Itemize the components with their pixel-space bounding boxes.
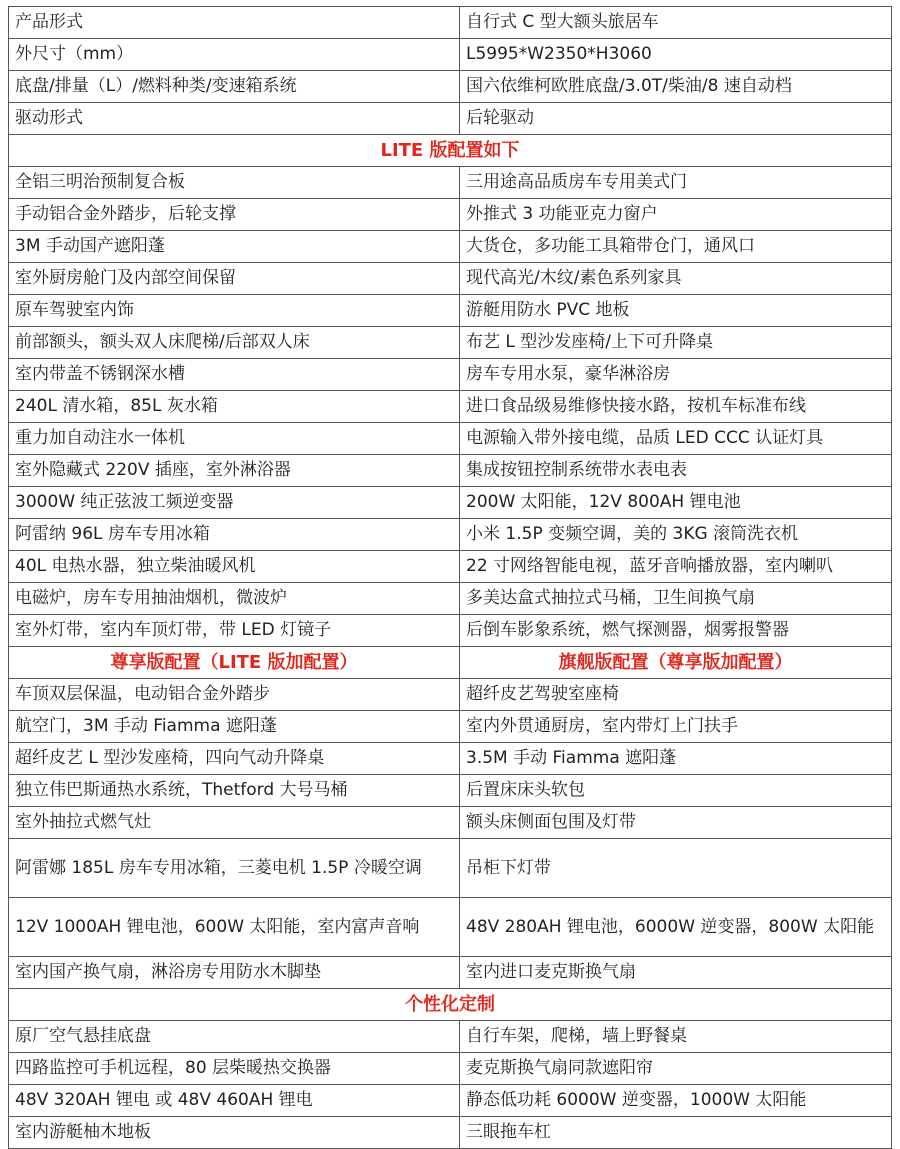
flagship-item: 吊柜下灯带	[460, 839, 892, 898]
spec-sheet	[8, 6, 892, 1149]
custom-item-left: 48V 320AH 锂电 或 48V 460AH 锂电	[9, 1085, 460, 1117]
table-row	[9, 615, 892, 647]
lite-item-left: 室内带盖不锈钢深水槽	[9, 359, 460, 391]
custom-item-right: 自行车架，爬梯，墙上野餐桌	[460, 1021, 892, 1053]
table-row	[9, 839, 892, 898]
premium-item: 室外抽拉式燃气灶	[9, 807, 460, 839]
lite-item-right: 外推式 3 功能亚克力窗户	[460, 199, 892, 231]
lite-item-left: 3M 手动国产遮阳蓬	[9, 231, 460, 263]
premium-item: 航空门，3M 手动 Fiamma 遮阳蓬	[9, 711, 460, 743]
table-row	[9, 1053, 892, 1085]
custom-item-left: 原厂空气悬挂底盘	[9, 1021, 460, 1053]
lite-item-left: 全铝三明治预制复合板	[9, 167, 460, 199]
lite-item-right: 小米 1.5P 变频空调，美的 3KG 滚筒洗衣机	[460, 519, 892, 551]
lite-item-left: 40L 电热水器，独立柴油暖风机	[9, 551, 460, 583]
lite-item-right: 电源输入带外接电缆，品质 LED CCC 认证灯具	[460, 423, 892, 455]
premium-item: 独立伟巴斯通热水系统，Thetford 大号马桶	[9, 775, 460, 807]
table-row	[9, 743, 892, 775]
table-row	[9, 327, 892, 359]
lite-item-right: 三用途高品质房车专用美式门	[460, 167, 892, 199]
table-row	[9, 1117, 892, 1149]
spec-value: L5995*W2350*H3060	[460, 39, 892, 71]
lite-section-title: LITE 版配置如下	[9, 135, 892, 167]
custom-item-right: 麦克斯换气扇同款遮阳帘	[460, 1053, 892, 1085]
spec-value: 自行式 C 型大额头旅居车	[460, 7, 892, 39]
lite-item-left: 3000W 纯正弦波工频逆变器	[9, 487, 460, 519]
table-row	[9, 551, 892, 583]
spec-label: 外尺寸（mm）	[9, 39, 460, 71]
lite-item-right: 集成按钮控制系统带水表电表	[460, 455, 892, 487]
table-row	[9, 487, 892, 519]
spec-value: 国六依维柯欧胜底盘/3.0T/柴油/8 速自动档	[460, 71, 892, 103]
flagship-item: 后置床床头软包	[460, 775, 892, 807]
table-row	[9, 391, 892, 423]
table-row	[9, 711, 892, 743]
premium-item: 车顶双层保温，电动铝合金外踏步	[9, 679, 460, 711]
lite-item-left: 电磁炉，房车专用抽油烟机，微波炉	[9, 583, 460, 615]
lite-item-left: 原车驾驶室内饰	[9, 295, 460, 327]
lite-item-left: 前部额头，额头双人床爬梯/后部双人床	[9, 327, 460, 359]
section-header-row	[9, 135, 892, 167]
lite-item-left: 室外隐藏式 220V 插座，室外淋浴器	[9, 455, 460, 487]
spec-label: 产品形式	[9, 7, 460, 39]
flagship-section-title: 旗舰版配置（尊享版加配置）	[460, 647, 892, 679]
lite-item-left: 室外灯带，室内车顶灯带，带 LED 灯镜子	[9, 615, 460, 647]
table-row	[9, 898, 892, 957]
custom-item-left: 室内游艇柚木地板	[9, 1117, 460, 1149]
table-row	[9, 71, 892, 103]
table-row	[9, 7, 892, 39]
lite-item-left: 重力加自动注水一体机	[9, 423, 460, 455]
table-row	[9, 231, 892, 263]
lite-item-right: 布艺 L 型沙发座椅/上下可升降桌	[460, 327, 892, 359]
table-row	[9, 199, 892, 231]
table-row	[9, 1085, 892, 1117]
premium-item: 阿雷娜 185L 房车专用冰箱，三菱电机 1.5P 冷暖空调	[9, 839, 460, 898]
table-row	[9, 423, 892, 455]
table-row	[9, 1021, 892, 1053]
premium-item: 室内国产换气扇，淋浴房专用防水木脚垫	[9, 957, 460, 989]
lite-item-right: 多美达盒式抽拉式马桶，卫生间换气扇	[460, 583, 892, 615]
custom-section-title: 个性化定制	[9, 989, 892, 1021]
flagship-item: 室内外贯通厨房，室内带灯上门扶手	[460, 711, 892, 743]
premium-item: 超纤皮艺 L 型沙发座椅，四向气动升降桌	[9, 743, 460, 775]
lite-item-right: 22 寸网络智能电视，蓝牙音响播放器，室内喇叭	[460, 551, 892, 583]
flagship-item: 超纤皮艺驾驶室座椅	[460, 679, 892, 711]
table-row	[9, 103, 892, 135]
section-header-row	[9, 647, 892, 679]
section-header-row	[9, 989, 892, 1021]
custom-item-right: 静态低功耗 6000W 逆变器，1000W 太阳能	[460, 1085, 892, 1117]
lite-item-left: 室外厨房舱门及内部空间保留	[9, 263, 460, 295]
premium-item: 12V 1000AH 锂电池，600W 太阳能，室内富声音响	[9, 898, 460, 957]
table-row	[9, 167, 892, 199]
custom-item-right: 三眼拖车杠	[460, 1117, 892, 1149]
table-row	[9, 263, 892, 295]
lite-item-right: 大货仓，多功能工具箱带仓门，通风口	[460, 231, 892, 263]
rv-config-table	[8, 6, 892, 1149]
table-row	[9, 455, 892, 487]
lite-item-right: 后倒车影象系统，燃气探测器，烟雾报警器	[460, 615, 892, 647]
lite-item-left: 阿雷纳 96L 房车专用冰箱	[9, 519, 460, 551]
table-row	[9, 775, 892, 807]
custom-item-left: 四路监控可手机远程，80 层柴暖热交换器	[9, 1053, 460, 1085]
lite-item-left: 手动铝合金外踏步，后轮支撑	[9, 199, 460, 231]
table-row	[9, 957, 892, 989]
table-row	[9, 583, 892, 615]
flagship-item: 3.5M 手动 Fiamma 遮阳蓬	[460, 743, 892, 775]
table-row	[9, 807, 892, 839]
flagship-item: 额头床侧面包围及灯带	[460, 807, 892, 839]
table-row	[9, 359, 892, 391]
flagship-item: 室内进口麦克斯换气扇	[460, 957, 892, 989]
flagship-item: 48V 280AH 锂电池，6000W 逆变器，800W 太阳能	[460, 898, 892, 957]
table-row	[9, 679, 892, 711]
premium-section-title: 尊享版配置（LITE 版加配置）	[9, 647, 460, 679]
spec-label: 底盘/排量（L）/燃料种类/变速箱系统	[9, 71, 460, 103]
table-row	[9, 39, 892, 71]
lite-item-right: 房车专用水泵，豪华淋浴房	[460, 359, 892, 391]
table-row	[9, 295, 892, 327]
spec-label: 驱动形式	[9, 103, 460, 135]
lite-item-right: 游艇用防水 PVC 地板	[460, 295, 892, 327]
spec-value: 后轮驱动	[460, 103, 892, 135]
table-row	[9, 519, 892, 551]
lite-item-right: 200W 太阳能，12V 800AH 锂电池	[460, 487, 892, 519]
lite-item-left: 240L 清水箱，85L 灰水箱	[9, 391, 460, 423]
lite-item-right: 进口食品级易维修快接水路，按机车标准布线	[460, 391, 892, 423]
lite-item-right: 现代高光/木纹/素色系列家具	[460, 263, 892, 295]
